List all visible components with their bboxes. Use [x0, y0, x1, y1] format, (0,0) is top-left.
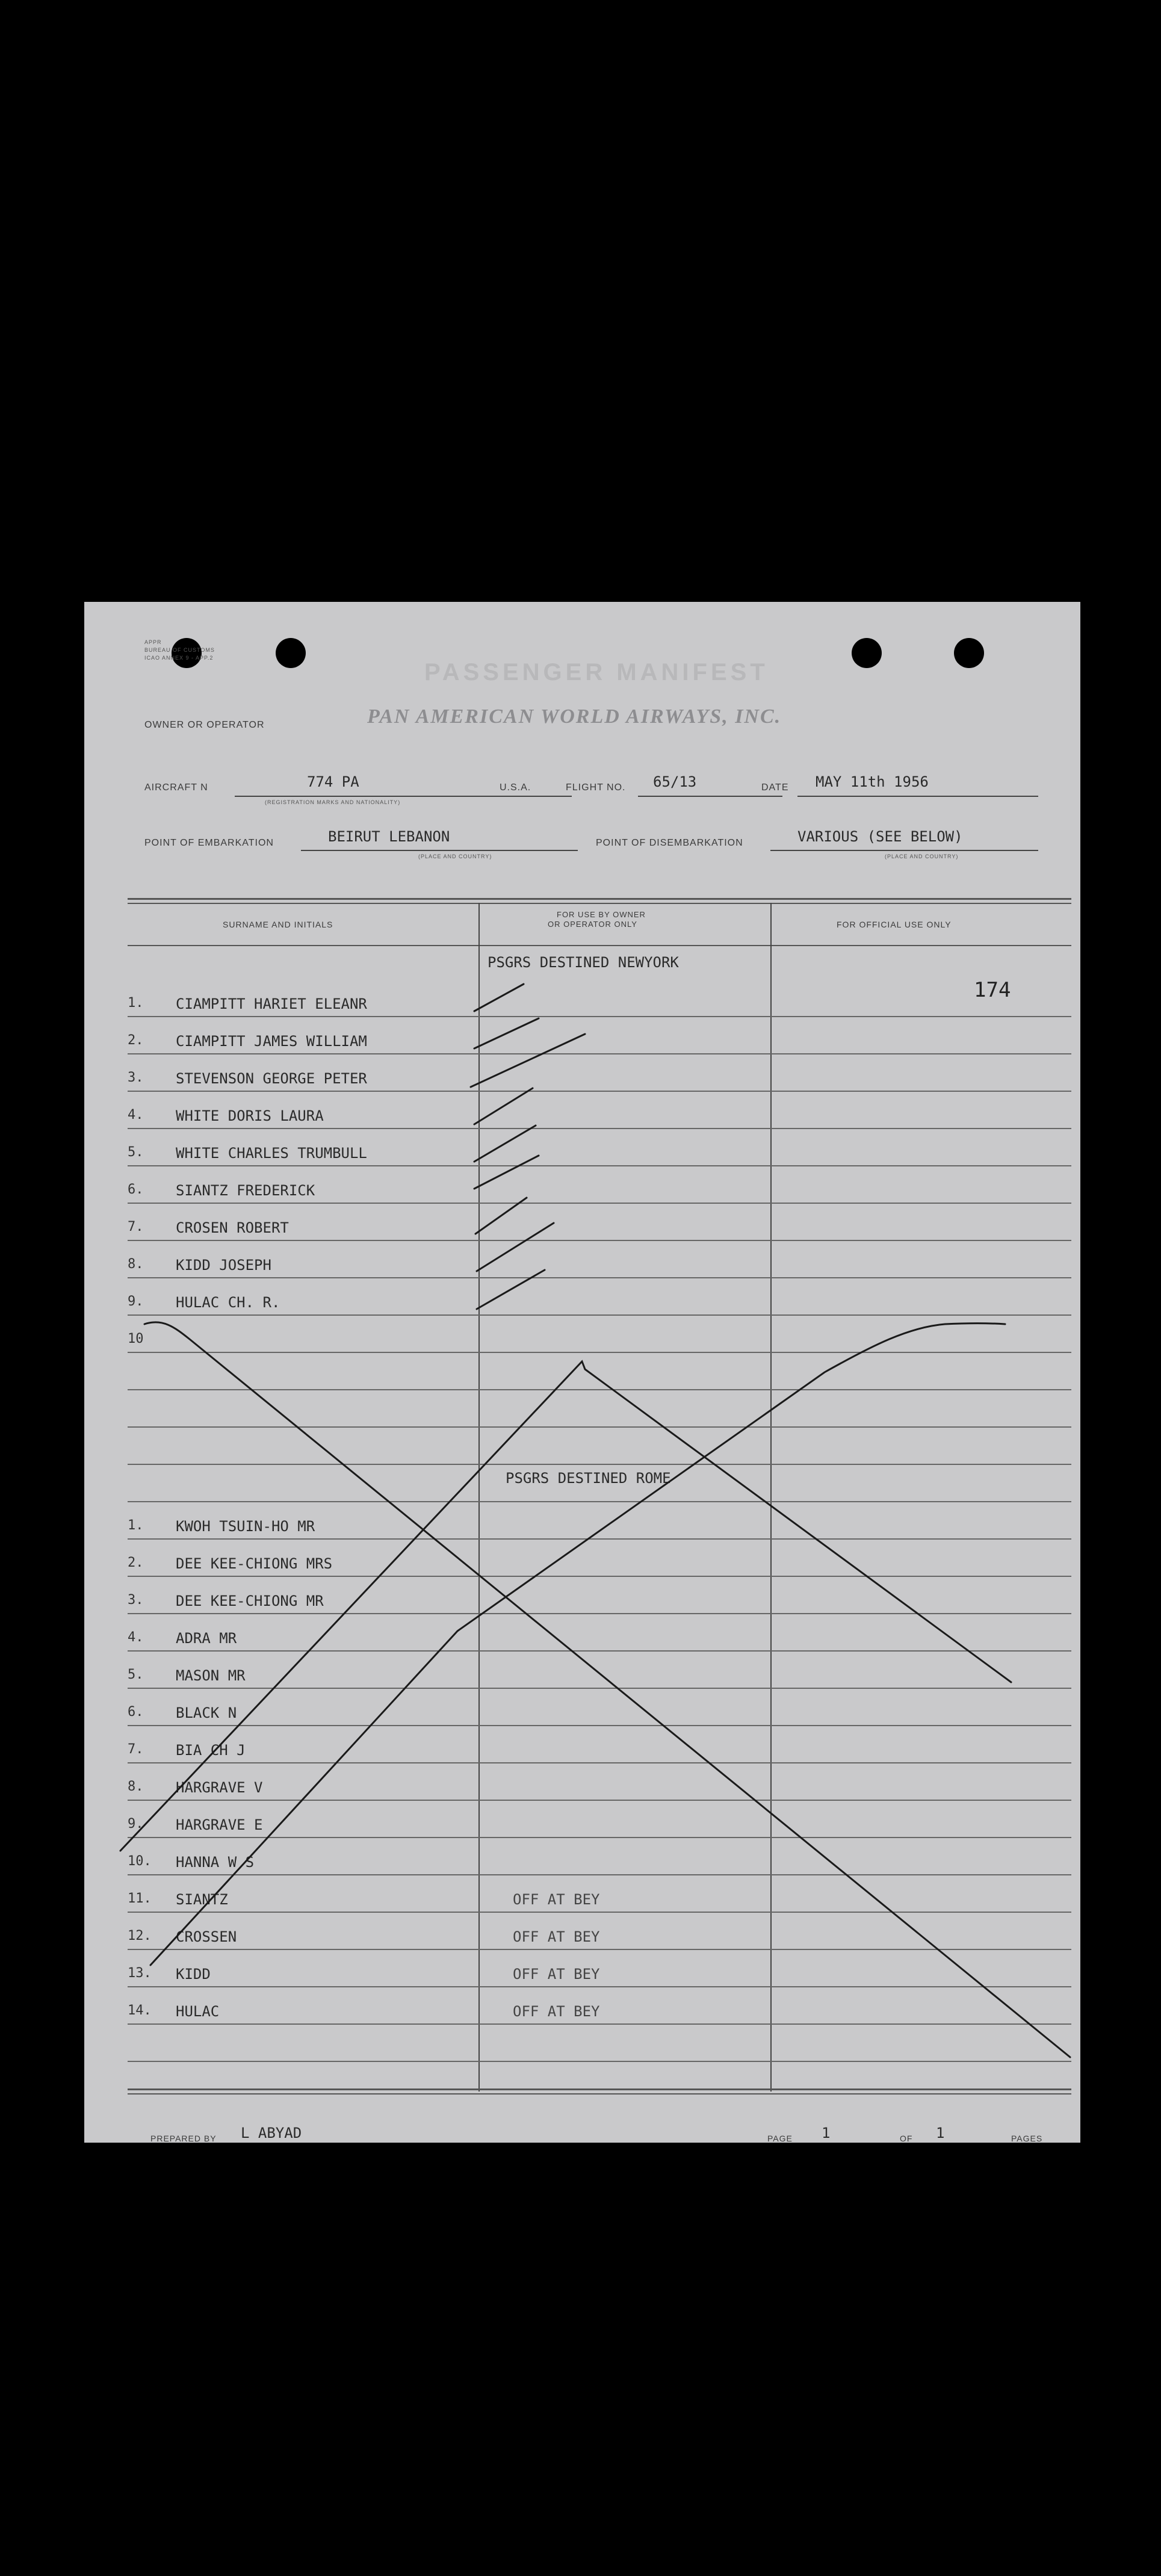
passenger-name: ADRA MR	[176, 1630, 237, 1647]
passenger-name: MASON MR	[176, 1667, 246, 1684]
section-rome: PSGRS DESTINED ROME	[506, 1470, 671, 1487]
check-mark	[475, 1198, 527, 1234]
passenger-name: DEE KEE-CHIONG MRS	[176, 1555, 333, 1572]
row-number: 3.	[128, 1070, 144, 1085]
embarkation-label: POINT OF EMBARKATION	[144, 838, 274, 848]
passenger-name: KWOH TSUIN-HO MR	[176, 1518, 315, 1535]
passenger-name: BIA CH J	[176, 1742, 246, 1759]
passenger-name: HARGRAVE V	[176, 1779, 263, 1796]
embarkation-value: BEIRUT LEBANON	[328, 828, 450, 845]
row-number: 10.	[128, 1854, 152, 1869]
official-note: 174	[974, 978, 1011, 1002]
row-number: 2.	[128, 1033, 144, 1048]
row-number: 3.	[128, 1593, 144, 1608]
page-value: 1	[822, 2125, 831, 2141]
row-number: 8.	[128, 1779, 144, 1794]
row-number: 5.	[128, 1145, 144, 1160]
col-owner-header: OR OPERATOR ONLY	[548, 920, 637, 929]
aircraft-country: U.S.A.	[500, 782, 531, 793]
row-number: 12.	[128, 1928, 152, 1943]
operator-note: OFF AT BEY	[513, 1928, 600, 1945]
owner-value: PAN AMERICAN WORLD AIRWAYS, INC.	[367, 705, 782, 728]
row-number: 11.	[128, 1891, 152, 1906]
handwritten-marks	[84, 602, 1080, 2143]
check-mark	[477, 1270, 545, 1309]
page-label: PAGE	[767, 2134, 793, 2143]
aircraft-value: 774 PA	[307, 773, 359, 790]
row-number: 9.	[128, 1294, 144, 1309]
row-number: 6.	[128, 1704, 144, 1720]
row-number: 9.	[128, 1816, 144, 1831]
check-mark	[477, 1223, 554, 1271]
passenger-name: HULAC CH. R.	[176, 1294, 280, 1311]
row-number: 10	[128, 1331, 144, 1346]
date-value: MAY 11th 1956	[816, 773, 929, 790]
check-mark	[474, 1156, 539, 1189]
row-number: 1.	[128, 1518, 144, 1533]
row-number: 1.	[128, 995, 144, 1011]
passenger-name: KIDD	[176, 1966, 211, 1983]
disembarkation-label: POINT OF DISEMBARKATION	[596, 838, 743, 848]
check-mark	[474, 1125, 536, 1162]
passenger-name: HULAC	[176, 2003, 220, 2020]
col-owner-header: FOR USE BY OWNER	[557, 910, 646, 919]
aircraft-label: AIRCRAFT N	[144, 782, 208, 793]
date-label: DATE	[761, 782, 789, 793]
cross-out-line	[120, 1361, 1011, 1851]
check-mark	[474, 984, 524, 1011]
form-title: PASSENGER MANIFEST	[424, 659, 769, 686]
check-mark	[474, 1088, 533, 1124]
col-surname-header: SURNAME AND INITIALS	[223, 920, 333, 929]
owner-label: OWNER OR OPERATOR	[144, 720, 265, 730]
passenger-name: WHITE DORIS LAURA	[176, 1107, 324, 1124]
operator-note: OFF AT BEY	[513, 1891, 600, 1908]
check-mark	[474, 1018, 539, 1048]
of-value: 1	[936, 2125, 945, 2141]
of-label: OF	[900, 2134, 913, 2143]
row-number: 4.	[128, 1630, 144, 1645]
cross-out-line	[144, 1322, 1070, 2057]
section-new-york: PSGRS DESTINED NEWYORK	[488, 954, 679, 971]
flight-value: 65/13	[653, 773, 697, 790]
form-reference-line: ICAO ANNEX 9 - APP.2	[144, 655, 214, 661]
col-official-header: FOR OFFICIAL USE ONLY	[837, 920, 952, 929]
passenger-name: CIAMPITT JAMES WILLIAM	[176, 1033, 367, 1050]
manifest-sheet	[84, 602, 1080, 2143]
row-number: 14.	[128, 2003, 152, 2018]
prepared-value: L ABYAD	[241, 2125, 302, 2141]
passenger-name: SIANTZ FREDERICK	[176, 1182, 315, 1199]
embarkation-caption: (PLACE AND COUNTRY)	[418, 853, 492, 859]
flight-label: FLIGHT NO.	[566, 782, 626, 793]
row-number: 6.	[128, 1182, 144, 1197]
passenger-name: STEVENSON GEORGE PETER	[176, 1070, 367, 1087]
aircraft-caption: (REGISTRATION MARKS AND NATIONALITY)	[265, 799, 401, 805]
row-number: 4.	[128, 1107, 144, 1122]
row-number: 2.	[128, 1555, 144, 1570]
passenger-name: CROSSEN	[176, 1928, 237, 1945]
passenger-name: CROSEN ROBERT	[176, 1219, 289, 1236]
form-reference-line: BUREAU OF CUSTOMS	[144, 647, 215, 653]
passenger-name: HARGRAVE E	[176, 1816, 263, 1833]
row-number: 8.	[128, 1257, 144, 1272]
passenger-name: BLACK N	[176, 1704, 237, 1721]
cross-out-line	[150, 1324, 1005, 1966]
passenger-name: DEE KEE-CHIONG MR	[176, 1593, 324, 1609]
passenger-name: CIAMPITT HARIET ELEANR	[176, 995, 367, 1012]
form-reference-line: APPR	[144, 639, 162, 645]
passenger-name: HANNA W S	[176, 1854, 255, 1871]
passenger-name: WHITE CHARLES TRUMBULL	[176, 1145, 367, 1162]
row-number: 13.	[128, 1966, 152, 1981]
row-number: 5.	[128, 1667, 144, 1682]
prepared-label: PREPARED BY	[150, 2134, 217, 2143]
row-number: 7.	[128, 1219, 144, 1234]
operator-note: OFF AT BEY	[513, 1966, 600, 1983]
passenger-name: SIANTZ	[176, 1891, 228, 1908]
disembarkation-value: VARIOUS (SEE BELOW)	[797, 828, 963, 845]
pages-label: PAGES	[1011, 2134, 1043, 2143]
passenger-name: KIDD JOSEPH	[176, 1257, 271, 1274]
operator-note: OFF AT BEY	[513, 2003, 600, 2020]
row-number: 7.	[128, 1742, 144, 1757]
disembarkation-caption: (PLACE AND COUNTRY)	[885, 853, 959, 859]
